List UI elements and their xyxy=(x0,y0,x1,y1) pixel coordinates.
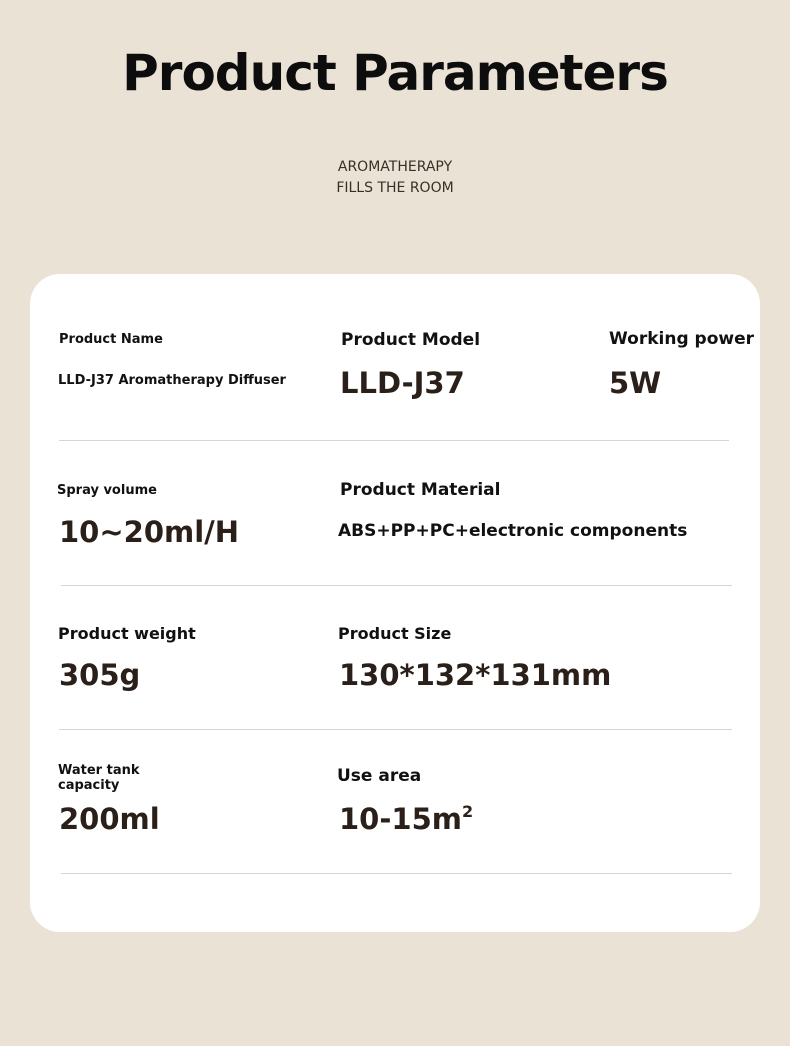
subtitle-line-1: AROMATHERAPY xyxy=(337,159,453,175)
row-divider xyxy=(59,729,732,730)
water-tank-label-line-2: capacity xyxy=(58,778,120,793)
use-area-number: 10-15m xyxy=(339,802,462,836)
page-title: Product Parameters xyxy=(122,44,668,102)
product-weight-label: Product weight xyxy=(58,624,196,643)
product-size-value: 130*132*131mm xyxy=(339,658,612,692)
working-power-label: Working power xyxy=(609,329,754,349)
working-power-value: 5W xyxy=(609,366,662,400)
row-divider xyxy=(61,585,732,586)
use-area-value xyxy=(339,802,473,836)
product-size-label: Product Size xyxy=(338,624,452,643)
subtitle-line-2: FILLS THE ROOM xyxy=(336,180,454,196)
spray-volume-label: Spray volume xyxy=(57,483,157,498)
row-divider xyxy=(61,873,732,874)
row-divider xyxy=(59,440,729,441)
water-tank-value: 200ml xyxy=(59,802,160,836)
product-model-value: LLD-J37 xyxy=(340,366,465,400)
use-area-superscript: 2 xyxy=(461,802,474,821)
parameters-card xyxy=(30,274,760,932)
use-area-label: Use area xyxy=(337,766,422,786)
water-tank-label-line-1: Water tank xyxy=(58,763,140,778)
spray-volume-value: 10~20ml/H xyxy=(59,515,240,549)
water-tank-label xyxy=(58,763,140,793)
product-name-label: Product Name xyxy=(59,332,163,347)
product-material-value: ABS+PP+PC+electronic components xyxy=(338,521,688,541)
product-name-value: LLD-J37 Aromatherapy Diffuser xyxy=(58,373,286,388)
product-model-label: Product Model xyxy=(341,330,481,350)
product-material-label: Product Material xyxy=(340,480,501,500)
product-weight-value: 305g xyxy=(59,658,141,692)
page-subtitle xyxy=(0,157,790,199)
